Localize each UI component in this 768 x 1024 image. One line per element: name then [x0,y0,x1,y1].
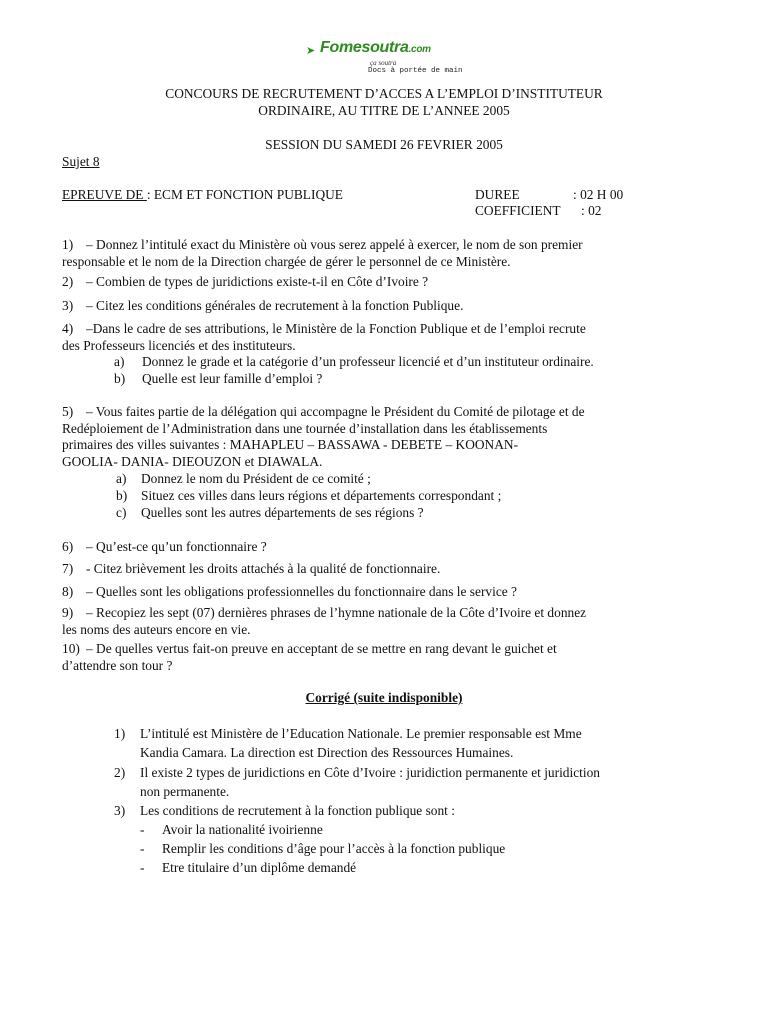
sub-label: b) [116,488,128,503]
answer-text: Les conditions de recrutement à la fonction publique sont : [140,803,455,818]
coefficient-value: : 02 [581,203,602,218]
exam-title-line-1: CONCOURS DE RECRUTEMENT D’ACCES A L’EMPLOI D’INSTITUTEUR [165,86,603,101]
sub-label: a) [116,471,127,486]
sub-label: a) [114,354,125,369]
logo-name: Fomesoutra [320,39,409,56]
sujet-label: Sujet 8 [62,154,100,169]
question-number: 10) [62,641,80,656]
condition-text: Remplir les conditions d’âge pour l’accès à la fonction publique [162,841,506,856]
logo-suffix: .com [408,44,431,55]
sub-text: Quelles sont les autres départements de ses régions ? [141,505,424,520]
question-text: – Donnez l’intitulé exact du Ministère où vous serez appelé à exercer, le nom de son premier [86,237,583,252]
question-number: 2) [62,274,74,289]
question-number: 7) [62,561,74,576]
question-text: – Vous faites partie de la délégation qui accompagne le Président du Comité de pilotage et de [86,404,585,419]
fomesoutra-logo [306,39,464,76]
answer-text: Il existe 2 types de juridictions en Côte d’Ivoire : juridiction permanente et juridiction [140,765,600,780]
question-text: – Qu’est-ce qu’un fonctionnaire ? [86,539,267,554]
answer-number: 3) [114,803,126,818]
question-text: – De quelles vertus fait-on preuve en acceptant de se mettre en rang devant le guichet et [86,641,557,656]
dash-bullet: - [140,841,145,856]
coefficient-label: COEFFICIENT [475,203,561,218]
question-text: – Citez les conditions générales de recrutement à la fonction Publique. [86,298,464,313]
question-text: – Recopiez les sept (07) dernières phrases de l’hymne nationale de la Côte d’Ivoire et donnez [86,605,587,620]
logo-tagline-1: ça soutra [370,59,397,67]
sub-text: Situez ces villes dans leurs régions et départements correspondant ; [141,488,502,503]
question-number: 8) [62,584,74,599]
question-text: – Quelles sont les obligations professionnelles du fonctionnaire dans le service ? [86,584,517,599]
condition-text: Avoir la nationalité ivoirienne [162,822,323,837]
epreuve-value: : ECM ET FONCTION PUBLIQUE [146,187,343,202]
epreuve-label: EPREUVE DE [62,187,147,202]
sub-label: b) [114,371,126,386]
epreuve-line [62,187,343,204]
logo-tagline-2: Docs à portée de main [368,67,463,75]
question-text: primaires des villes suivantes : MAHAPLEU – BASSAWA - DEBETE – KOONAN- [62,437,519,452]
question-text: Redéploiement de l’Administration dans une tournée d’installation dans les établissements [62,420,548,436]
question-number: 4) [62,321,74,336]
question-number: 3) [62,298,74,313]
sub-label: c) [116,505,127,520]
question-number: 5) [62,404,74,419]
session-date: SESSION DU SAMEDI 26 FEVRIER 2005 [265,137,503,152]
question-text: - Citez brièvement les droits attachés à la qualité de fonctionnaire. [86,561,441,576]
duree-value: : 02 H 00 [573,187,624,202]
question-text: les noms des auteurs encore en vie. [62,621,251,637]
corrige-title: Corrigé (suite indisponible) [305,690,463,705]
question-number: 6) [62,539,74,554]
question-text: des Professeurs licenciés et des instituteurs. [62,337,296,353]
sub-text: Donnez le grade et la catégorie d’un professeur licencié et d’un instituteur ordinaire. [142,354,594,369]
answer-number: 2) [114,765,126,780]
bird-icon: ➤ [306,45,316,57]
answer-number: 1) [114,726,126,741]
answer-text: L’intitulé est Ministère de l’Education Nationale. Le premier responsable est Mme [140,726,582,741]
question-text: responsable et le nom de la Direction chargée de gérer le personnel de ce Ministère. [62,253,511,269]
question-text: –Dans le cadre de ses attributions, le Ministère de la Fonction Publique et de l’emploi recrute [86,321,586,336]
sub-text: Donnez le nom du Président de ce comité ; [141,471,371,486]
dash-bullet: - [140,860,145,875]
question-text: d’attendre son tour ? [62,657,173,673]
sub-text: Quelle est leur famille d’emploi ? [142,371,323,386]
answer-text: Kandia Camara. La direction est Direction des Ressources Humaines. [140,745,514,760]
exam-title-line-2: ORDINAIRE, AU TITRE DE L’ANNEE 2005 [258,103,510,118]
question-number: 1) [62,237,74,252]
question-text: GOOLIA- DANIA- DIEOUZON et DIAWALA. [62,453,323,469]
duree-label: DUREE [475,187,520,202]
question-text: – Combien de types de juridictions existe-t-il en Côte d’Ivoire ? [86,274,429,289]
condition-text: Etre titulaire d’un diplôme demandé [162,860,357,875]
answer-text: non permanente. [140,784,230,799]
dash-bullet: - [140,822,145,837]
question-number: 9) [62,605,74,620]
